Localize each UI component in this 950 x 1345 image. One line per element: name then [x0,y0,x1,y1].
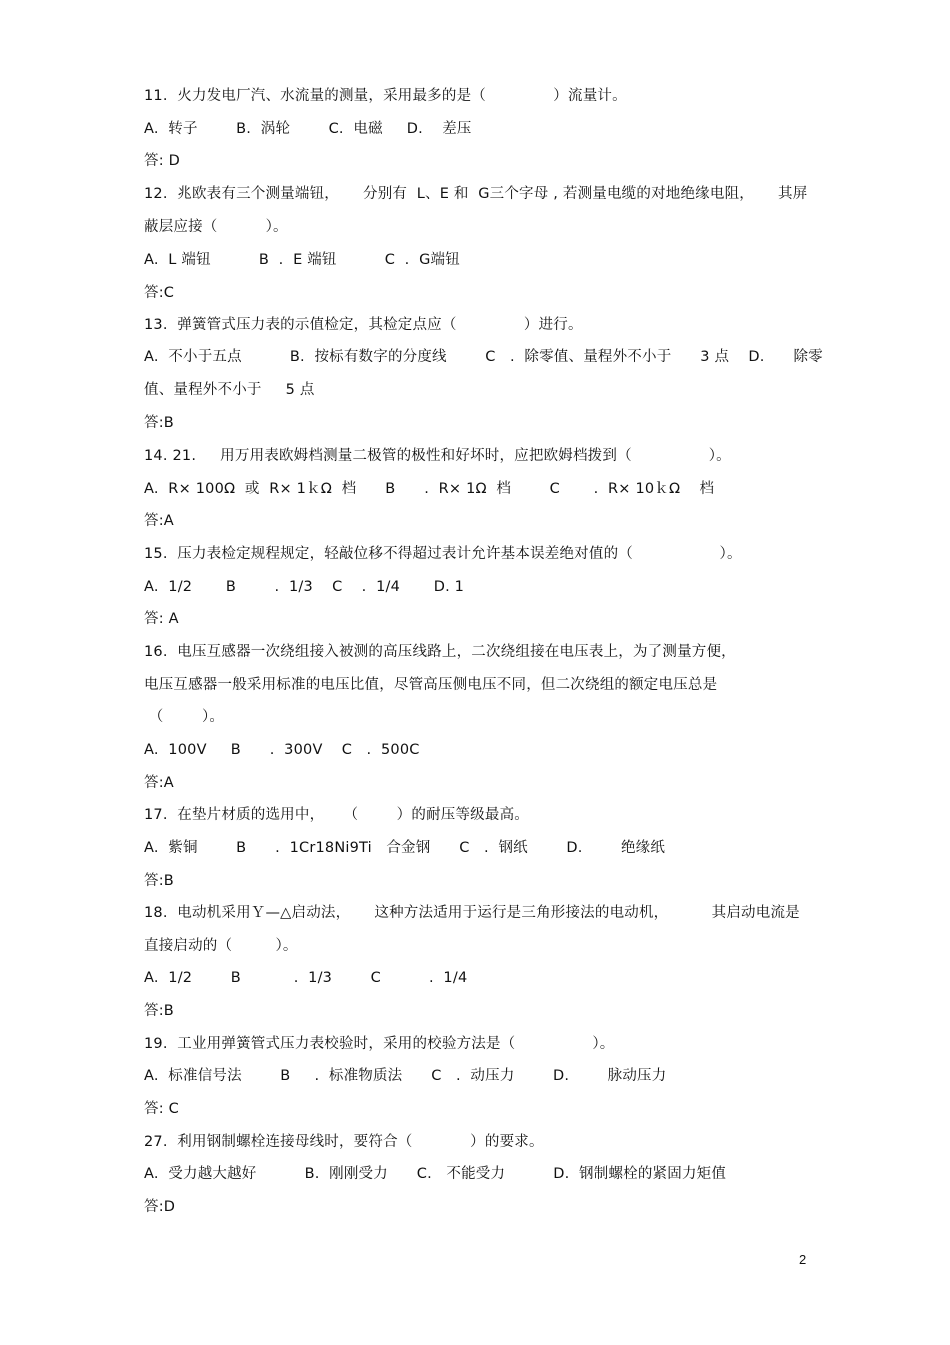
options-18: A. 1/2 B . 1/3 C . 1/4 [144,970,468,986]
answer-19: 答: C [144,1101,179,1117]
question-13: 13. 弹簧管式压力表的示值检定，其检定点应（ ）进行。 [144,317,583,333]
question-17: 17. 在垫片材质的选用中， （ ）的耐压等级最高。 [144,807,529,823]
question-15: 15. 压力表检定规程规定，轻敲位移不得超过表计允许基本误差绝对值的（ ）。 [144,546,742,562]
question-16: 16. 电压互感器一次绕组接入被测的高压线路上，二次绕组接在电压表上，为了测量方便， [144,644,736,660]
answer-12: 答:C [144,285,175,301]
answer-18: 答:B [144,1003,174,1019]
answer-11: 答: D [144,153,180,169]
answer-15: 答: A [144,611,179,627]
question-27: 27. 利用钢制螺栓连接母线时，要符合（ ）的要求。 [144,1134,544,1150]
options-27: A. 受力越大越好 B. 刚刚受力 C. 不能受力 D. 钢制螺栓的紧固力矩值 [144,1166,727,1182]
options-16: A. 100V B . 300V C . 500C [144,742,420,758]
question-16-cont: 电压互感器一般采用标准的电压比值，尽管高压侧电压不同，但二次绕组的额定电压总是 [144,677,718,693]
question-19: 19. 工业用弹簧管式压力表校验时，采用的校验方法是（ ）。 [144,1036,615,1052]
question-11: 11. 火力发电厂汽、水流量的测量，采用最多的是（ ）流量计。 [144,88,627,104]
options-15: A. 1/2 B . 1/3 C . 1/4 D. 1 [144,579,465,595]
options-13: A. 不小于五点 B. 按标有数字的分度线 C . 除零值、量程外不小于 3 点 D. 除零 [144,349,823,365]
page-number: 2 [799,1252,807,1267]
question-12-cont: 蔽层应接（ ）。 [144,219,288,235]
options-13-cont: 值、量程外不小于 5 点 [144,382,315,398]
options-11: A. 转子 B. 涡轮 C. 电磁 D. 差压 [144,121,472,137]
question-12: 12. 兆欧表有三个测量端钮， 分别有 L、E 和 G三个字母 , 若测量电缆的对地绝缘电阻， 其屏 [144,186,808,202]
options-14: A. R× 100Ω 或 R× 1ｋΩ 档 B . R× 1Ω 档 C . R× 10ｋΩ 档 [144,481,715,497]
answer-16: 答:A [144,775,174,791]
options-17: A. 紫铜 B . 1Cr18Ni9Ti 合金钢 C . 钢纸 D. 绝缘纸 [144,840,666,856]
answer-13: 答:B [144,415,174,431]
options-12: A. L 端钮 B . E 端钮 C . G端钮 [144,252,460,268]
answer-27: 答:D [144,1199,176,1215]
answer-17: 答:B [144,873,174,889]
question-18: 18. 电动机采用Ｙ—△启动法， 这种方法适用于运行是三角形接法的电动机， 其启动电流是 [144,905,800,921]
options-19: A. 标准信号法 B . 标准物质法 C . 动压力 D. 脉动压力 [144,1068,667,1084]
answer-14: 答:A [144,513,174,529]
question-18-cont: 直接启动的（ ）。 [144,938,298,954]
question-16-blank: （ ）。 [144,709,225,725]
question-14: 14. 21. 用万用表欧姆档测量二极管的极性和好坏时，应把欧姆档拨到（ ）。 [144,448,731,464]
